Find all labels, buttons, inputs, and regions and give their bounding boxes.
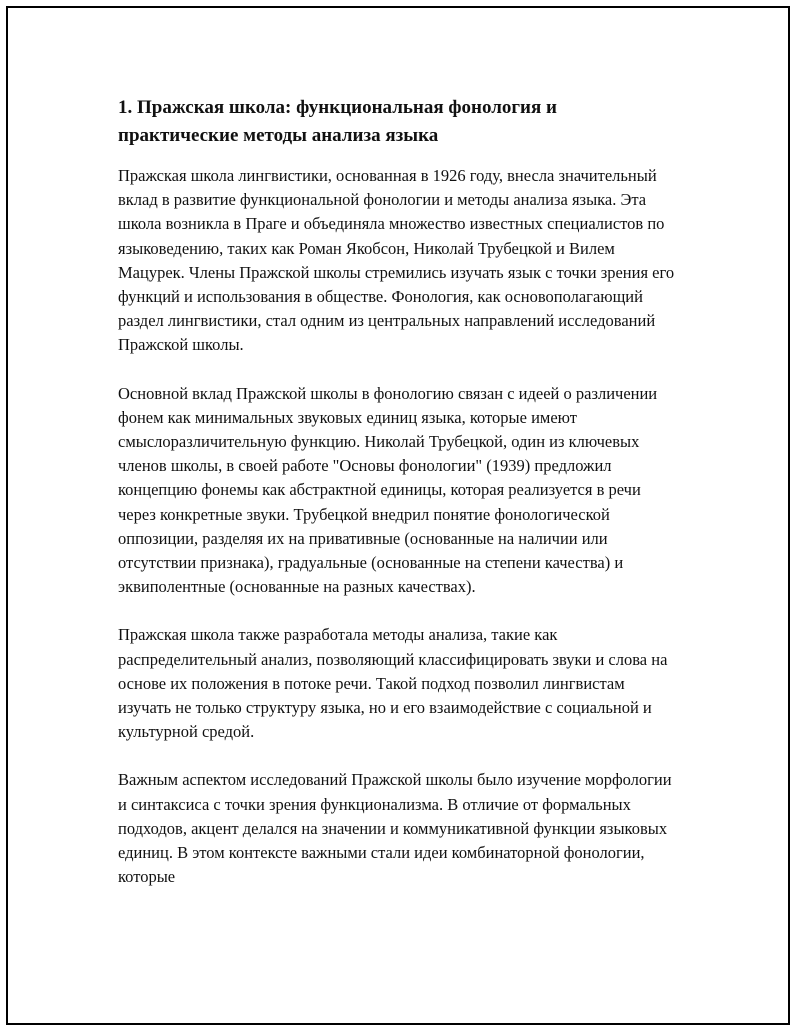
paragraph-1: Пражская школа лингвистики, основанная в 1926 году, внесла значительный вклад в развитие функциональной фонологии и методы анализа языка. Эта школа возникла в Праге и объединяла множество известных специалистов по языковедению, таких как Роман Якобсон, Николай Трубецкой и Вилем Мацурек. Члены Пражской школы стремились изучать язык с точки зрения его функций и использования в обществе. Фонология, как основополагающий раздел лингвистики, стал одним из центральных направлений исследований Пражской школы. [118,166,675,355]
paragraph-2: Основной вклад Пражской школы в фонологию связан с идеей о различении фонем как минимальных звуковых единиц языка, которые имеют смыслоразличительную функцию. Николай Трубецкой, один из ключевых членов школы, в своей работе "Основы фонологии" (1939) предложил концепцию фонемы как абстрактной единицы, которая реализуется в речи через конкретные звуки. Трубецкой внедрил понятие фонологической оппозиции, разделяя их на привативные (основанные на наличии или отсутствии признака), градуальные (основанные на степени качества) и эквиполентные (основанные на разных качествах). [118,383,658,597]
paragraph-4: Важным аспектом исследований Пражской школы было изучение морфологии и синтаксиса с точки зрения функционализма. В отличие от формальных подходов, акцент делался на значении и коммуникативной функции языковых единиц. В этом контексте важными стали идеи комбинаторной фонологии, которые [118,770,672,887]
document-body [118,94,678,913]
paragraph-3: Пражская школа также разработала методы анализа, такие как распределительный анализ, позволяющий классифицировать звуки и слова на основе их положения в потоке речи. Такой подход позволил лингвистам изучать не только структуру языка, но и его взаимодействие с социальной и культурной средой. [118,625,668,742]
document-heading: 1. Пражская школа: функциональная фонология и практические методы анализа языка [118,97,557,146]
